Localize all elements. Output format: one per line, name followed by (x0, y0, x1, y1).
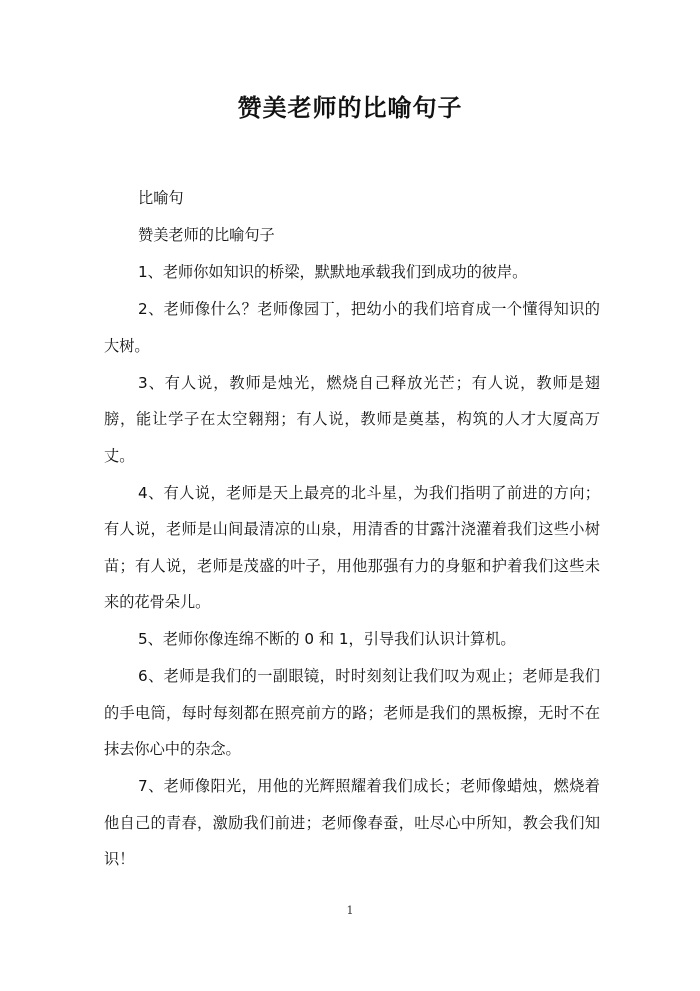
paragraph-category: 比喻句 (138, 189, 184, 207)
paragraph-item-4: 4、有人说，老师是天上最亮的北斗星，为我们指明了前进的方向；有人说，老师是山间最清凉的山泉，用清香的甘露汁浇灌着我们这些小树苗；有人说，老师是茂盛的叶子，用他那强有力的身躯和护着我们这些未来的花骨朵儿。 (104, 483, 600, 611)
paragraph-item-2: 2、老师像什么？老师像园丁，把幼小的我们培育成一个懂得知识的大树。 (104, 300, 600, 355)
page-title: 赞美老师的比喻句子 (237, 94, 463, 122)
paragraph-item-3: 3、有人说，教师是烛光，燃烧自己释放光芒；有人说，教师是翅膀，能让学子在太空翱翔；有人说，教师是奠基，构筑的人才大厦高万丈。 (104, 373, 600, 465)
paragraph-item-7: 7、老师像阳光，用他的光辉照耀着我们成长；老师像蜡烛，燃烧着他自己的青春，激励我们前进；老师像春蚕，吐尽心中所知，教会我们知识！ (104, 777, 600, 868)
paragraph-subtitle: 赞美老师的比喻句子 (138, 226, 275, 244)
paragraph-item-5: 5、老师你像连绵不断的 0 和 1，引导我们认识计算机。 (138, 630, 516, 648)
paragraph-item-1: 1、老师你如知识的桥梁，默默地承载我们到成功的彼岸。 (138, 263, 528, 281)
paragraph-item-6: 6、老师是我们的一副眼镜，时时刻刻让我们叹为观止；老师是我们的手电筒，每时每刻都在照亮前方的路；老师是我们的黑板擦，无时不在抹去你心中的杂念。 (104, 667, 600, 758)
page-number: 1 (346, 904, 354, 917)
document-body (104, 180, 600, 878)
